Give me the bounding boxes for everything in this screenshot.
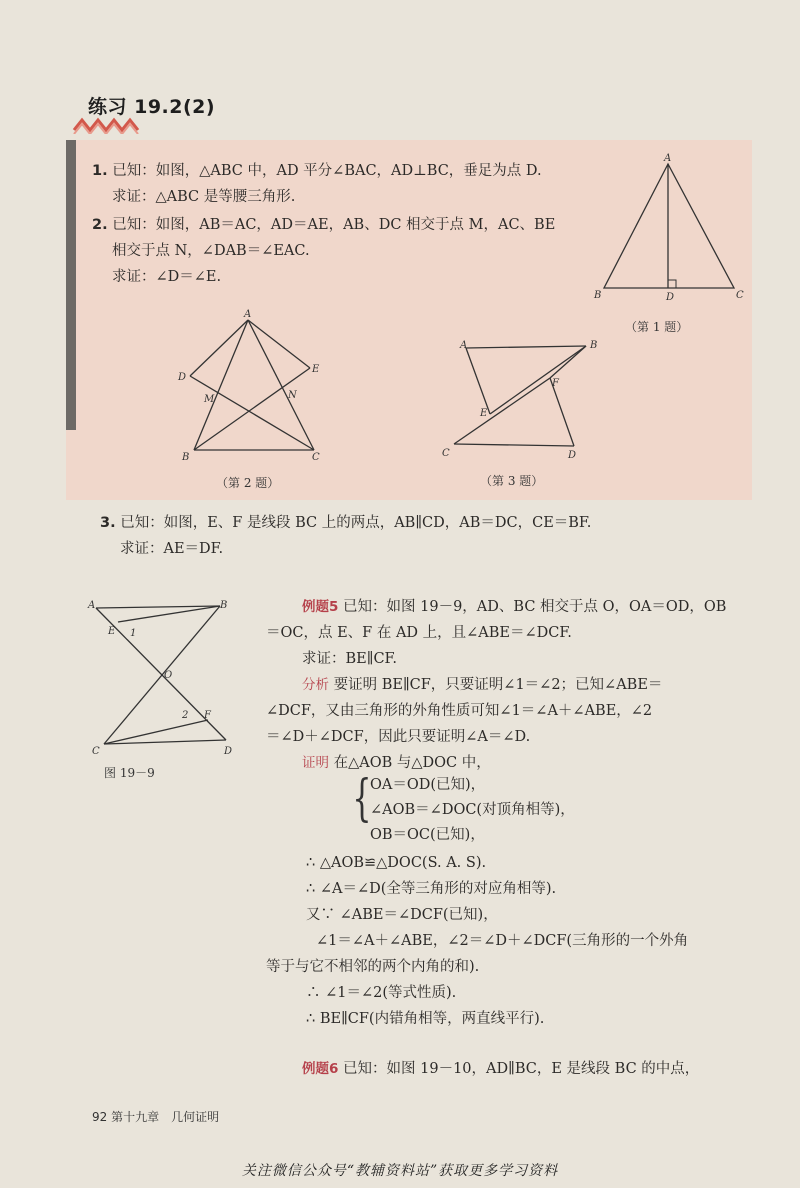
fig3-label-e: E — [480, 408, 488, 419]
proof-step-3: 又∵ ∠ABE＝∠DCF(已知)， — [306, 907, 498, 923]
problem-2-line-1: 2. 已知：如图，AB＝AC，AD＝AE，AB、DC 相交于点 M，AC、BE — [92, 217, 556, 233]
system-line-3: OB＝OC(已知)， — [370, 827, 485, 843]
problem-1-line-2: 求证：△ABC 是等腰三角形. — [112, 189, 296, 205]
fig19-label-1: 1 — [130, 628, 137, 639]
example-6-line-1: 例题6 已知：如图 19－10，AD∥BC，E 是线段 BC 的中点， — [302, 1061, 700, 1077]
proof-step-4: ∠1＝∠A＋∠ABE，∠2＝∠D＋∠DCF(三角形的一个外角 — [316, 933, 689, 949]
proof-step-2: ∴ ∠A＝∠D(全等三角形的对应角相等). — [306, 881, 557, 897]
example-5-label: 例题5 — [302, 599, 339, 615]
figure-1-caption: （第 1 题） — [625, 320, 689, 334]
figure-2 — [176, 306, 336, 466]
fig1-label-d: D — [666, 292, 675, 303]
fig19-label-f: F — [204, 710, 211, 721]
figure-3 — [440, 334, 600, 464]
fig2-label-n: N — [288, 390, 297, 401]
fig2-label-e: E — [312, 364, 320, 375]
fig2-label-a: A — [244, 309, 252, 320]
fig19-label-a: A — [88, 600, 96, 611]
problem-2-line-2: 相交于点 N，∠DAB＝∠EAC. — [112, 243, 310, 259]
exercise-side-bar — [66, 140, 76, 430]
figure-19-9 — [86, 594, 246, 758]
fig3-label-b: B — [590, 340, 598, 351]
fig2-label-d: D — [178, 372, 187, 383]
fig2-label-b: B — [182, 452, 190, 463]
analysis-label: 分析 — [302, 677, 329, 693]
analysis-line-2: ∠DCF，又由三角形的外角性质可知∠1＝∠A＋∠ABE，∠2 — [266, 703, 653, 719]
figure-2-caption: （第 2 题） — [216, 476, 280, 490]
exercise-title: 练习 19.2(2) — [88, 96, 216, 118]
problem-1-number: 1. — [92, 163, 108, 179]
figure-19-9-caption: 图 19－9 — [104, 766, 155, 780]
fig19-label-2: 2 — [182, 710, 189, 721]
system-line-1: OA＝OD(已知)， — [370, 777, 486, 793]
problem-1-line-1: 1. 已知：如图，△ABC 中，AD 平分∠BAC，AD⊥BC，垂足为点 D. — [92, 163, 542, 179]
fig19-label-c: C — [92, 746, 100, 757]
chapter-name: 第十九章 几何证明 — [111, 1110, 220, 1124]
page-number: 92 — [92, 1110, 108, 1124]
problem-2-line-3: 求证：∠D＝∠E. — [112, 269, 222, 285]
fig3-label-d: D — [568, 450, 577, 461]
problem-3-line-1: 3. 已知：如图，E、F 是线段 BC 上的两点，AB∥CD，AB＝DC，CE＝BF. — [100, 515, 592, 531]
proof-step-6: ∴ ∠1＝∠2(等式性质). — [306, 985, 457, 1001]
problem-3-line-2: 求证：AE＝DF. — [120, 541, 224, 557]
example-6-label: 例题6 — [302, 1061, 339, 1077]
figure-3-caption: （第 3 题） — [480, 474, 544, 488]
fig19-label-o: O — [164, 670, 173, 681]
fig1-label-b: B — [594, 290, 602, 301]
example-5-line-3: 求证：BE∥CF. — [302, 651, 397, 667]
proof-intro: 证明 在△AOB 与△DOC 中， — [302, 755, 491, 771]
fig3-label-c: C — [442, 448, 450, 459]
proof-step-7: ∴ BE∥CF(内错角相等，两直线平行). — [306, 1011, 545, 1027]
page-footer — [92, 1108, 219, 1125]
fig3-label-f: F — [552, 378, 559, 389]
fig19-label-b: B — [220, 600, 228, 611]
fig3-label-a: A — [460, 340, 468, 351]
fig1-label-a: A — [664, 153, 672, 164]
proof-step-1: ∴ △AOB≌△DOC(S. A. S). — [306, 855, 487, 871]
problem-3-number: 3. — [100, 515, 116, 531]
example-5-line-1: 例题5 已知：如图 19－9，AD、BC 相交于点 O，OA＝OD，OB — [302, 599, 727, 615]
system-line-2: ∠AOB＝∠DOC(对顶角相等)， — [370, 802, 575, 818]
fig19-label-e: E — [108, 626, 116, 637]
watermark-text: 关注微信公众号“教辅资料站”获取更多学习资料 — [241, 1163, 559, 1179]
fig2-label-m: M — [204, 394, 215, 405]
system-brace: { — [352, 769, 372, 827]
zigzag-decoration — [72, 114, 152, 134]
fig19-label-d: D — [224, 746, 233, 757]
proof-label: 证明 — [302, 755, 329, 771]
fig1-label-c: C — [736, 290, 744, 301]
analysis-line-3: ＝∠D＋∠DCF，因此只要证明∠A＝∠D. — [266, 729, 531, 745]
proof-step-5: 等于与它不相邻的两个内角的和). — [266, 959, 480, 975]
analysis-line-1: 分析 要证明 BE∥CF，只要证明∠1＝∠2；已知∠ABE＝ — [302, 677, 663, 693]
figure-1 — [588, 150, 748, 310]
example-5-line-2: ＝OC，点 E、F 在 AD 上，且∠ABE＝∠DCF. — [266, 625, 572, 641]
problem-2-number: 2. — [92, 217, 108, 233]
fig2-label-c: C — [312, 452, 320, 463]
